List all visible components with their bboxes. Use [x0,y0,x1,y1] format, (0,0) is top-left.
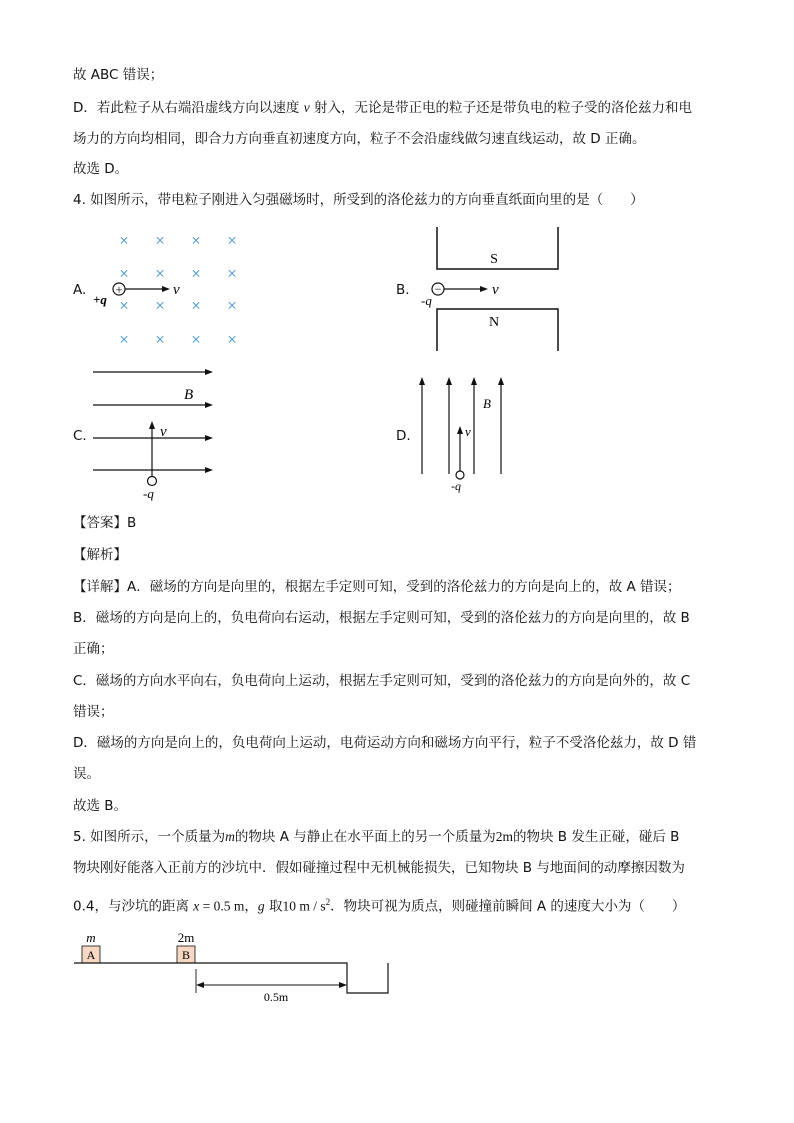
field-arrowhead-c [205,467,213,473]
particle-d [456,471,464,479]
cross-mark: × [119,330,129,349]
field-arrowhead-c [205,369,213,375]
cross-mark: × [119,264,129,283]
field-label-d: B [483,396,491,411]
field-arrowhead-d [446,377,452,385]
option-a-label: A. [73,282,87,298]
q4-stem: 4. 如图所示，带电粒子刚进入匀强磁场时，所受到的洛伦兹力的方向垂直纸面向里的是（ ） [73,192,644,208]
cross-mark: × [155,264,165,283]
prev-line-4: 故选 D。 [73,161,129,177]
figure-c [90,360,220,505]
field-arrowhead-d [498,377,504,385]
option-b-label: B. [396,282,410,298]
velocity-arrowhead-a [162,286,170,292]
particle-c [148,477,157,486]
block-b-label: B [181,948,191,962]
magnet-n-label: N [488,315,500,330]
cross-mark: × [191,264,201,283]
velocity-arrowhead-d [457,426,463,434]
field-arrowhead-c [205,402,213,408]
charge-label-a: +q [93,292,107,307]
dimension-arrowhead-left [196,982,204,988]
velocity-arrowhead-b [480,286,488,292]
detail-line-8: 故选 B。 [73,798,128,814]
answer-line: 【答案】B [73,515,137,531]
velocity-label-c: v [160,424,167,440]
dimension-label: 0.5m [263,990,289,1004]
detail-line-2: B．磁场的方向是向上的，负电荷向右运动，根据左手定则可知，受到的洛伦兹力的方向是向里的，故 B [73,610,690,626]
figure-q5 [70,925,400,1005]
particle-b-sign: − [434,282,442,296]
block-a-label: A [86,948,96,962]
prev-line-3: 场力的方向均相同，即合力方向垂直初速度方向，粒子不会沿虚线做匀速直线运动，故 D 正确。 [73,131,646,147]
option-d-label: D. [396,428,411,444]
cross-mark: × [227,330,237,349]
detail-line-3: 正确； [73,641,114,657]
cross-mark: × [119,296,129,315]
detail-line-7: 误。 [73,766,100,782]
figure-b [410,225,570,353]
figure-d [410,370,520,495]
ground-and-pit [74,963,388,993]
cross-mark: × [191,296,201,315]
field-arrowhead-d [471,377,477,385]
prev-line-1: 故 ABC 错误； [73,67,164,83]
velocity-label-a: v [173,282,180,298]
q5-line-2: 物块刚好能落入正前方的沙坑中．假如碰撞过程中无机械能损失，已知物块 B 与地面间的动摩擦因数为 [73,860,685,876]
dimension-arrowhead-right [339,982,347,988]
velocity-arrowhead-c [149,421,155,429]
figure-a [90,225,250,350]
detail-line-6: D．磁场的方向是向上的，负电荷向上运动，电荷运动方向和磁场方向平行，粒子不受洛伦兹力，故 D 错 [73,735,697,751]
charge-label-b: -q [421,293,432,308]
field-label-c: B [184,387,194,403]
cross-mark: × [155,231,165,250]
mass-label-a: m [86,930,96,945]
cross-mark: × [227,231,237,250]
option-c-label: C. [73,428,87,444]
magnet-s-label: S [490,252,498,267]
detail-line-4: C．磁场的方向水平向右，负电荷向上运动，根据左手定则可知，受到的洛伦兹力的方向是向外的，故 C [73,673,691,689]
q5-line-3: 0.4，与沙坑的距离 x = 0.5 m，g 取10 m / $s^2$．物块可视为质点，则碰撞前瞬间 A 的速度大小为（ ） [73,897,686,915]
detail-line-5: 错误； [73,704,114,720]
field-arrowhead-d [419,377,425,385]
detail-line-1: 【详解】A．磁场的方向是向里的，根据左手定则可知，受到的洛伦兹力的方向是向上的，故 A 错误； [73,579,681,595]
field-arrowhead-c [205,435,213,441]
cross-mark: × [191,231,201,250]
charge-label-c: -q [143,486,154,501]
cross-mark: × [227,296,237,315]
velocity-label-b: v [492,282,499,298]
cross-mark: × [119,231,129,250]
cross-mark: × [155,330,165,349]
q5-line-1: 5. 如图所示，一个质量为m的物块 A 与静止在水平面上的另一个质量为2m的物块 B 发生正碰，碰后 B [73,829,680,845]
cross-mark: × [191,330,201,349]
cross-mark: × [227,264,237,283]
charge-label-d: -q [451,479,461,493]
analysis-heading: 【解析】 [73,547,127,563]
prev-line-2: D．若此粒子从右端沿虚线方向以速度 v 射入，无论是带正电的粒子还是带负电的粒子受的洛伦兹力和电 [73,100,692,116]
velocity-label-d: v [465,424,471,439]
mass-label-b: 2m [177,930,195,945]
particle-a-sign: + [115,282,123,297]
cross-mark: × [155,296,165,315]
